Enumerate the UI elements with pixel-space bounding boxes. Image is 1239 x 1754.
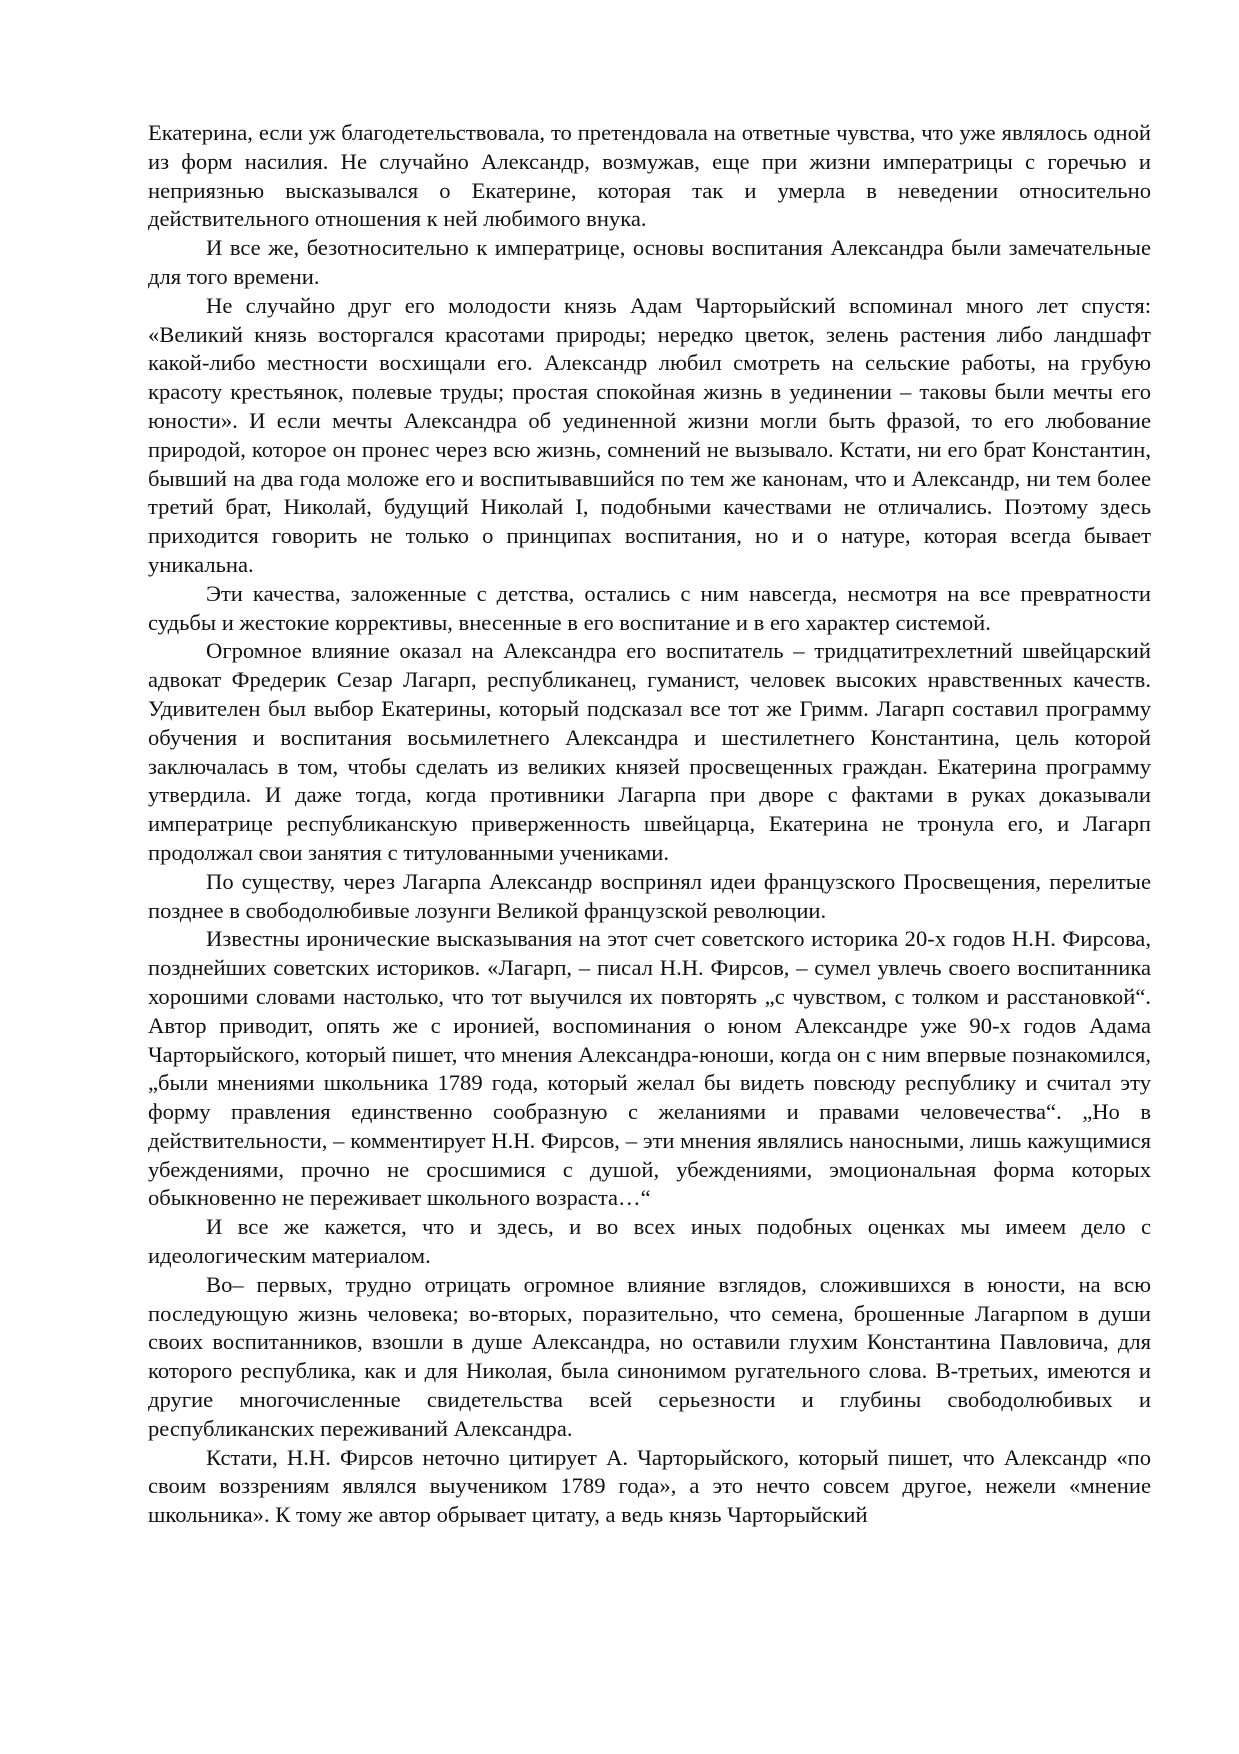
document-page <box>148 119 1151 1530</box>
paragraph-3: Не случайно друг его молодости князь Адам Чарторыйский вспоминал много лет спустя: «Великий князь восторгался красотами природы; нередко цветок, зелень растения либо ландшафт какой-либо местности восхищали его. Александр любил смотреть на сельские работы, на грубую красоту крестьянок, полевые труды; простая спокойная жизнь в уединении – таковы были мечты его юности». И если мечты Александра об уединенной жизни могли быть фразой, то его любование природой, которое он пронес через всю жизнь, сомнений не вызывало. Кстати, ни его брат Константин, бывший на два года моложе его и воспитывавшийся по тем же канонам, что и Александр, ни тем более третий брат, Николай, будущий Николай I, подобными качествами не отличались. Поэтому здесь приходится говорить не только о принципах воспитания, но и о натуре, которая всегда бывает уникальна. <box>148 292 1151 577</box>
paragraph-2: И все же, безотносительно к императрице, основы воспитания Александра были замечательные для того времени. <box>148 235 1151 289</box>
paragraph-1: Екатерина, если уж благодетельствовала, то претендовала на ответные чувства, что уже являлось одной из форм насилия. Не случайно Александр, возмужав, еще при жизни императрицы с горечью и неприязнью высказывался о Екатерине, которая так и умерла в неведении относительно действительного отношения к ней любимого внука. <box>148 120 1151 232</box>
paragraph-7: Известны иронические высказывания на этот счет советского историка 20-х годов Н.Н. Фирсова, позднейших советских историков. «Лагарп, – писал Н.Н. Фирсов, – сумел увлечь своего воспитанника хорошими словами настолько, что тот выучился их повторять „с чувством, с толком и расстановкой“. Автор приводит, опять же с иронией, воспоминания о юном Александре уже 90-х годов Адама Чарторыйского, который пишет, что мнения Александра-юноши, когда он с ним впервые познакомился, „были мнениями школьника 1789 года, который желал бы видеть повсюду республику и считал эту форму правления единственно сообразную с желаниями и правами человечества“. „Но в действительности, – комментирует Н.Н. Фирсов, – эти мнения являлись наносными, лишь кажущимися убеждениями, прочно не сросшимися с душой, убеждениями, эмоциональная форма которых обыкновенно не переживает школьного возраста…“ <box>148 926 1151 1211</box>
paragraph-10: Кстати, Н.Н. Фирсов неточно цитирует А. Чарторыйского, который пишет, что Александр «по своим воззрениям являлся выучеником 1789 года», а это нечто совсем другое, нежели «мнение школьника». К тому же автор обрывает цитату, а ведь князь Чарторыйский <box>148 1444 1151 1528</box>
paragraph-4: Эти качества, заложенные с детства, остались с ним навсегда, несмотря на все превратности судьбы и жестокие коррективы, внесенные в его воспитание и в его характер системой. <box>148 580 1151 635</box>
paragraph-5: Огромное влияние оказал на Александра его воспитатель – тридцатитрехлетний швейцарский адвокат Фредерик Сезар Лагарп, республиканец, гуманист, человек высоких нравственных качеств. Удивителен был выбор Екатерины, который подсказал все тот же Гримм. Лагарп составил программу обучения и воспитания восьмилетнего Александра и шестилетнего Константина, цель которой заключалась в том, чтобы сделать из великих князей просвещенных граждан. Екатерина программу утвердила. И даже тогда, когда противники Лагарпа при дворе с фактами в руках доказывали императрице республиканскую приверженность швейцарца, Екатерина не тронула его, и Лагарп продолжал свои занятия с титулованными учениками. <box>148 638 1151 865</box>
paragraph-6: По существу, через Лагарпа Александр воспринял идеи французского Просвещения, перелитые позднее в свободолюбивые лозунги Великой французской революции. <box>148 868 1151 923</box>
paragraph-8: И все же кажется, что и здесь, и во всех иных подобных оценках мы имеем дело с идеологическим материалом. <box>148 1214 1151 1269</box>
paragraph-9: Во– первых, трудно отрицать огромное влияние взглядов, сложившихся в юности, на всю последующую жизнь человека; во-вторых, поразительно, что семена, брошенные Лагарпом в души своих воспитанников, взошли в душе Александра, но оставили глухим Константина Павловича, для которого республика, как и для Николая, была синонимом ругательного слова. В-третьих, имеются и другие многочисленные свидетельства всей серьезности и глубины свободолюбивых и республиканских переживаний Александра. <box>148 1271 1151 1441</box>
